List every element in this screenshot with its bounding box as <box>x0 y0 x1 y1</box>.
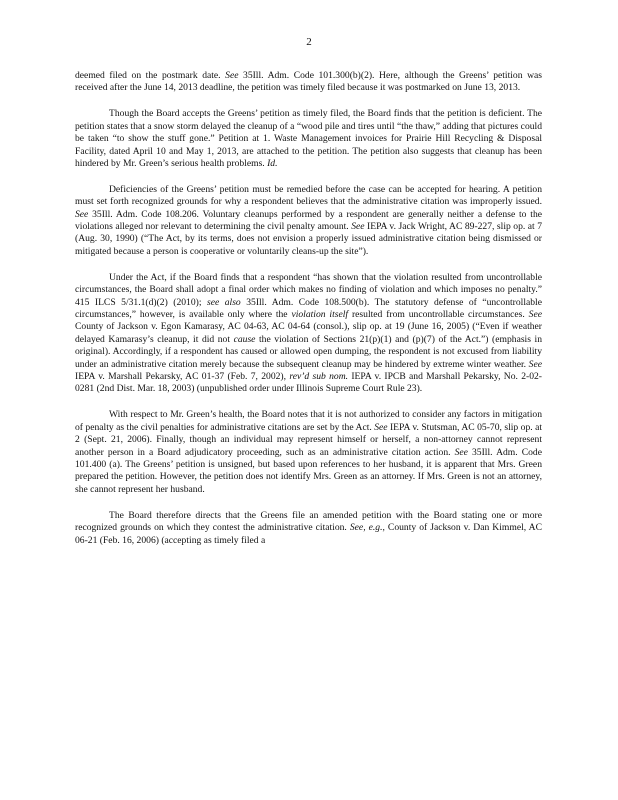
italic-text: See, e.g. <box>349 522 383 534</box>
paragraph <box>75 272 542 396</box>
paragraph <box>75 184 542 258</box>
paragraph-text: Under the Act, if the Board finds that a respondent “has shown that the violation resulted from uncontrollable circumstances, the Board shall adopt a final order which makes no finding of violation and which imposes no penalty.” 415 ILCS 5/31.1(d)(2) (2010); <box>75 271 542 308</box>
paragraph-text: 35Ill. Adm. Code 108.206. Voluntary cleanups performed by a respondent are generally neither a defense to the violations alleged nor relevant to determining the civil penalty amount. <box>75 208 542 233</box>
paragraph-text: resulted from uncontrollable circumstances. <box>348 309 529 320</box>
italic-text: See <box>528 358 542 370</box>
italic-text: See <box>75 208 89 220</box>
paragraph <box>75 409 542 496</box>
paragraph-text: Deficiencies of the Greens’ petition must be remedied before the case can be accepted for hearing. A petition must set forth recognized grounds for why a respondent believes that the administrative citation was improperly issued. <box>75 183 542 208</box>
paragraph-text: With respect to Mr. Green’s health, the Board notes that it is not authorized to consider any factors in mitigation of penalty as the civil penalties for administrative citations are set by the Act. <box>75 409 542 433</box>
paragraph-text: County of Jackson v. Egon Kamarasy, AC 04-63, AC 04-64 (consol.), slip op. at 19 (June 16, 2005) (“Even if weather delayed Kamarasy’s cleanup, it did not <box>75 321 542 345</box>
paragraph-text: 35Ill. Adm. Code 108.500(b). The statutory defense of “uncontrollable circumstances,” however, is available only where the <box>75 296 542 320</box>
paragraph <box>75 108 542 170</box>
paragraph-text: IEPA v. Stutsman, AC 05-70, slip op. at 2 (Sept. 21, 2006). Finally, though an individual may represent himself or herself, a non-attorney cannot represent another person in a Board adjudicatory proceeding, such as an administrative citation action. <box>75 421 543 458</box>
page-number: 2 <box>306 36 312 48</box>
italic-text: See <box>374 421 388 433</box>
paragraph-text: IEPA v. Jack Wright, AC 89-227, slip op. at 7 (Aug. 30, 1990) (“The Act, by its terms, does not envision a properly issued administrative citation being dismissed or mitigated because a person is cooperative or voluntarily cleans-up the site”). <box>75 221 542 257</box>
paragraph-text: 35Ill. Adm. Code 101.400 (a). The Greens’ petition is unsigned, but based upon references to her husband, it is apparent that Mrs. Green prepared the petition. However, the petition does not identify Mrs. Green as an attorney. If Mrs. Green is not an attorney, she cannot represent her husband. <box>75 446 542 495</box>
document-body <box>75 70 542 560</box>
paragraph-text: IEPA v. Marshall Pekarsky, AC 01-37 (Feb. 7, 2002), <box>75 371 290 383</box>
italic-text: See <box>528 309 542 320</box>
paragraph <box>75 510 542 547</box>
paragraph-text: 35Ill. Adm. Code 101.300(b)(2). Here, although the Greens’ petition was received after the June 14, 2013 deadline, the petition was timely filed because it was postmarked on June 13, 2013. <box>75 70 542 94</box>
italic-text: rev’d sub nom. <box>289 371 349 383</box>
italic-text: violation itself <box>291 309 349 320</box>
paragraph-text: Though the Board accepts the Greens’ petition as timely filed, the Board finds that the petition is deficient. The petition states that a snow storm delayed the cleanup of a “wood pile and tires until “the thaw,” adding that pictures could be taken “to show the stuff gone.” Petition at 1. Waste Management invoices for Prairie Hill Recycling & Disposal Facility, dated April 10 and May 1, 2013, are attached to the petition. The petition also suggests that cleanup has been hindered by Mr. Green’s serious health problems. <box>75 108 542 169</box>
italic-text: See <box>454 446 468 458</box>
italic-text: see also <box>207 296 241 308</box>
paragraph <box>75 70 542 95</box>
paragraph-text: , County of Jackson v. Dan Kimmel, AC 06-21 (Feb. 16, 2006) (accepting as timely filed a <box>75 522 542 546</box>
italic-text: cause <box>233 333 256 345</box>
paragraph-text: The Board therefore directs that the Greens file an amended petition with the Board stating one or more recognized grounds on which they contest the administrative citation. <box>75 509 542 534</box>
paragraph-text: IEPA v. IPCB and Marshall Pekarsky, No. 2-02-0281 (2nd Dist. Mar. 18, 2003) (unpublished order under Illinois Supreme Court Rule 23). <box>75 371 542 395</box>
paragraph-text: deemed filed on the postmark date. <box>75 70 226 81</box>
italic-text: Id. <box>267 157 278 169</box>
italic-text: See <box>351 221 365 233</box>
paragraph-text: the violation of Sections 21(p)(1) and (p)(7) of the Act.”) (emphasis in original). Accordingly, if a respondent has caused or allowed open dumping, the respondent is not excused from liability under an administrative citation merely because the subsequent cleanup may be hindered by extreme winter weather. <box>75 333 542 370</box>
italic-text: See <box>225 70 239 81</box>
